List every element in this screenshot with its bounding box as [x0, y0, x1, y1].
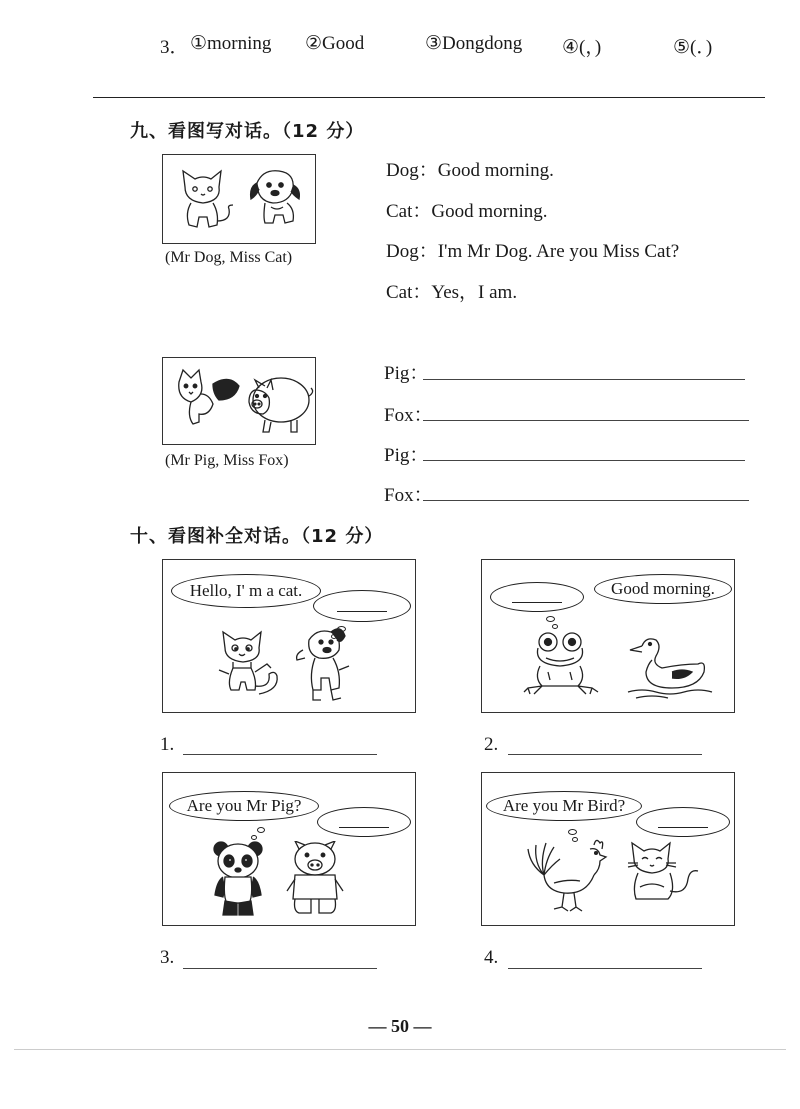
dialogue-line-4: Cat：Yes，I am.	[386, 282, 518, 303]
answer-line-fox-1[interactable]	[423, 420, 749, 421]
exercise-row-3	[160, 32, 189, 59]
page-number: — 50 —	[368, 1016, 432, 1036]
section-9-heading: 九、看图写对话。（12 分）	[130, 121, 365, 142]
word-item-3: ③Dongdong	[425, 33, 523, 54]
frog-drawing	[520, 628, 610, 708]
duck-drawing	[622, 634, 722, 704]
empty-bubble-1[interactable]	[313, 590, 411, 622]
speech-bubble-4: Are you Mr Bird?	[486, 791, 642, 821]
empty-bubble-4[interactable]	[636, 807, 730, 837]
answer-line-3[interactable]	[183, 968, 377, 969]
pig-drawing	[235, 364, 315, 440]
speaker-label-3: Pig：	[384, 445, 429, 466]
word-item-4: ④(，)	[562, 37, 602, 58]
picture-1-caption: (Mr Dog, Miss Cat)	[165, 249, 293, 266]
answer-number-4: 4.	[484, 947, 499, 968]
panel-1	[162, 559, 416, 713]
dialogue-line-1: Dog：Good morning.	[386, 160, 554, 181]
empty-bubble-3[interactable]	[317, 807, 411, 837]
dialogue-line-2: Cat：Good morning.	[386, 201, 548, 222]
empty-bubble-2[interactable]	[490, 582, 584, 612]
fox-drawing	[169, 364, 245, 440]
footer-divider	[14, 1049, 786, 1050]
answer-line-2[interactable]	[508, 754, 702, 755]
panda-drawing	[209, 841, 275, 921]
answer-line-fox-2[interactable]	[423, 500, 749, 501]
answer-number-3: 3.	[160, 947, 175, 968]
cat-drawing	[215, 630, 291, 710]
answer-line-pig-2[interactable]	[423, 460, 745, 461]
word-item-1: ①morning	[190, 33, 272, 54]
thought-dot	[257, 827, 265, 833]
picture-dog-cat	[162, 154, 316, 244]
panel-3	[162, 772, 416, 926]
answer-number-1: 1.	[160, 734, 175, 755]
section-10-heading: 十、看图补全对话。（12 分）	[130, 526, 384, 547]
rooster-drawing	[524, 835, 608, 919]
answer-number-2: 2.	[484, 734, 499, 755]
pig-drawing	[285, 841, 355, 921]
dog-drawing	[241, 163, 311, 243]
speech-bubble-1: Hello, I' m a cat.	[171, 574, 321, 608]
panel-4	[481, 772, 735, 926]
cat-drawing	[171, 161, 241, 241]
speaker-label-1: Pig：	[384, 363, 429, 384]
thought-dot	[546, 616, 555, 622]
word-item-5: ⑤(．)	[673, 37, 713, 58]
speaker-label-4: Fox：	[384, 485, 433, 506]
answer-line[interactable]	[93, 97, 765, 98]
word-item-2: ②Good	[305, 33, 365, 54]
dialogue-line-3: Dog：I'm Mr Dog. Are you Miss Cat?	[386, 241, 680, 262]
speech-bubble-2: Good morning.	[594, 574, 732, 604]
picture-pig-fox	[162, 357, 316, 445]
answer-line-4[interactable]	[508, 968, 702, 969]
answer-line-1[interactable]	[183, 754, 377, 755]
answer-line-pig-1[interactable]	[423, 379, 745, 380]
picture-2-caption: (Mr Pig, Miss Fox)	[165, 452, 289, 469]
speech-bubble-3: Are you Mr Pig?	[169, 791, 319, 821]
dog-drawing	[291, 626, 361, 710]
row-number: 3．	[160, 37, 189, 58]
speaker-label-2: Fox：	[384, 405, 433, 426]
panel-2	[481, 559, 735, 713]
cat-drawing	[624, 841, 704, 921]
thought-dot	[251, 835, 257, 840]
